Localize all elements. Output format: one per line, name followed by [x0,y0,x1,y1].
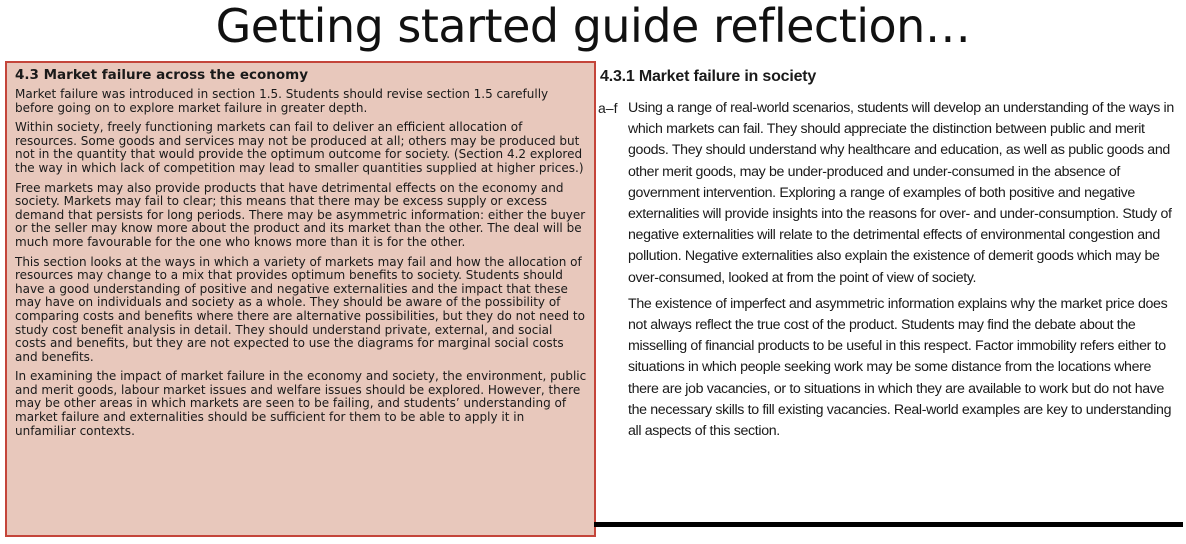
section-paragraph: In examining the impact of market failure in the economy and society, the environment, public and merit goods, labour market issues and welfare issues should be explored. However, there may be other areas in which markets are seen to be failing, and students’ understanding of market failure and externalities should be sufficient for them to be able to apply it in unfamiliar contexts. [15,369,587,438]
subsection-heading: 4.3.1 Market failure in society [600,68,817,85]
section-paragraph: Within society, freely functioning markets can fail to deliver an efficient allocation of resources. Some goods and services may not be produced at all; others may be produced but not in the quantity that would provide the optimum outcome for society. (Section 4.2 explored the way in which lack of competition may lead to smaller quantities supplied at higher prices.) [15,120,584,175]
section-paragraph: Market failure was introduced in section 1.5. Students should revise section 1.5 carefully before going on to explore market failure in greater depth. [15,87,549,115]
section-paragraph: This section looks at the ways in which a variety of markets may fail and how the allocation of resources may change to a mix that provides optimum benefits to society. Students should have a good understanding of positive and negative externalities and the impact that these may have on individuals and society as a whole. They should be aware of the possibility of comparing costs and benefits where there are alternative possibilities, but they do not need to study cost benefit analysis in detail. They should understand private, external, and social costs and benefits, but they are not expected to use the diagrams for marginal social costs and benefits. [15,254,585,364]
section-heading: 4.3 Market failure across the economy [15,67,309,83]
spec-excerpt-panel [5,61,596,537]
slide-title: Getting started guide reflection… [215,0,971,53]
subsection-body [598,98,1180,442]
subsection-paragraph: Using a range of real-world scenarios, students will develop an understanding of the ways in which markets can fail. They should appreciate the distinction between public and merit goods. They should understand why healthcare and education, as well as public goods and other merit goods, may be under-produced and under-consumed in the absence of government intervention. Exploring a range of examples of both positive and negative externalities will provide insights into the reasons for over- and under-consumption. Study of negative externalities will relate to the detrimental effects of environmental congestion and pollution. Negative externalities also explain the existence of demerit goods which may be over-consumed, looked at from the point of view of society. [628,100,1174,286]
subsection-paragraph: The existence of imperfect and asymmetric information explains why the market price does not always reflect the true cost of the product. Students may find the debate about the misselling of financial products to be useful in this respect. Factor immobility refers either to situations in which people seeking work may be some distance from the locations where there are job vacancies, or to situations in which they are available to work but do not have the necessary skills to fill existing vacancies. Real-world examples are key to understanding all aspects of this section. [628,295,1172,440]
subsection-column [598,64,1180,524]
learning-outcome-marker: a–f [598,100,618,116]
section-paragraph: Free markets may also provide products that have detrimental effects on the economy and society. Markets may fail to clear; this means that there may be excess supply or excess demand that persists for long periods. There may be asymmetric information: either the buyer or the seller may know more about the product and its market than the other. The deal will be much more favourable for the one who knows more than it is for the other. [15,180,586,249]
bottom-rule [594,522,1183,527]
